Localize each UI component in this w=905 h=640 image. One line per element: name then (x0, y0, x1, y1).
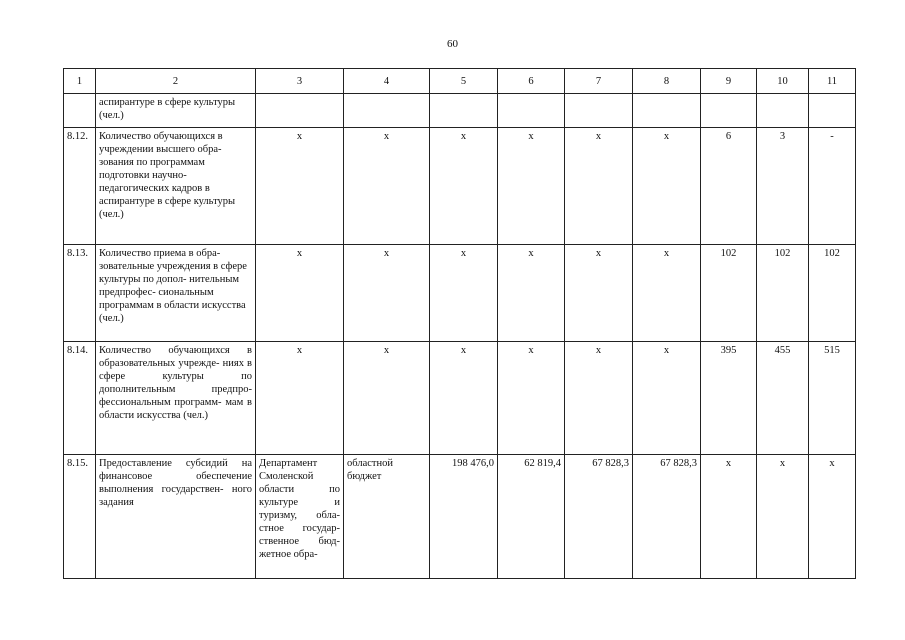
cell: 455 (757, 342, 809, 455)
table-row (64, 245, 856, 342)
cell: х (701, 455, 757, 579)
row-name: Количество обучающихся в учреждении высшего обра- зования по программам подготовки научно- педагогических кадров в аспирантуре в сфере культуры (чел.) (96, 128, 256, 245)
cell: х (809, 455, 856, 579)
cell (498, 94, 565, 128)
table-row (64, 94, 856, 128)
cell: 6 (701, 128, 757, 245)
responsible-cell: Департамент Смоленской области по культуре и туризму, обла- стное государ- ственное бюд- жетное обра- (256, 455, 344, 579)
header-cell: 9 (701, 69, 757, 94)
header-cell: 5 (430, 69, 498, 94)
cell: 67 828,3 (565, 455, 633, 579)
cell: 67 828,3 (633, 455, 701, 579)
cell: х (344, 245, 430, 342)
cell: - (809, 128, 856, 245)
cell: 102 (757, 245, 809, 342)
cell: х (565, 128, 633, 245)
cell (633, 94, 701, 128)
cell (701, 94, 757, 128)
header-cell: 11 (809, 69, 856, 94)
row-number (64, 94, 96, 128)
cell: х (633, 342, 701, 455)
cell: х (430, 245, 498, 342)
cell: х (498, 128, 565, 245)
page-number: 60 (447, 38, 458, 50)
cell: 198 476,0 (430, 455, 498, 579)
cell: х (633, 128, 701, 245)
row-number: 8.13. (64, 245, 96, 342)
row-name: Количество обучающихся в образовательных учрежде- ниях в сфере культуры по дополнительным предпро- фессиональным программ- мам в области искусства (чел.) (96, 342, 256, 455)
table-row (64, 342, 856, 455)
cell: х (498, 342, 565, 455)
table-row (64, 455, 856, 579)
header-cell: 8 (633, 69, 701, 94)
cell: х (256, 245, 344, 342)
header-row (64, 69, 856, 94)
cell (430, 94, 498, 128)
cell (344, 94, 430, 128)
row-name: Предоставление субсидий на финансовое обеспечение выполнения государствен- ного задания (96, 455, 256, 579)
row-number: 8.12. (64, 128, 96, 245)
cell: х (256, 342, 344, 455)
cell: х (344, 342, 430, 455)
header-cell: 10 (757, 69, 809, 94)
header-cell: 4 (344, 69, 430, 94)
cell: х (430, 128, 498, 245)
funding-source-cell: областной бюджет (344, 455, 430, 579)
header-cell: 1 (64, 69, 96, 94)
row-number: 8.15. (64, 455, 96, 579)
cell: 395 (701, 342, 757, 455)
cell: 3 (757, 128, 809, 245)
header-cell: 3 (256, 69, 344, 94)
row-name: Количество приема в обра- зовательные учреждения в сфере культуры по допол- нительным предпрофес- сиональным программам в области искусства (чел.) (96, 245, 256, 342)
data-table (63, 68, 856, 579)
row-number: 8.14. (64, 342, 96, 455)
cell (809, 94, 856, 128)
header-cell: 7 (565, 69, 633, 94)
cell: х (344, 128, 430, 245)
cell: х (498, 245, 565, 342)
cell: 515 (809, 342, 856, 455)
cell: х (430, 342, 498, 455)
cell: х (757, 455, 809, 579)
cell (565, 94, 633, 128)
cell: х (256, 128, 344, 245)
cell: 62 819,4 (498, 455, 565, 579)
cell: х (565, 245, 633, 342)
header-cell: 6 (498, 69, 565, 94)
row-name: аспирантуре в сфере культуры (чел.) (96, 94, 256, 128)
header-cell: 2 (96, 69, 256, 94)
cell: 102 (701, 245, 757, 342)
cell: 102 (809, 245, 856, 342)
cell: х (565, 342, 633, 455)
cell (757, 94, 809, 128)
table-row (64, 128, 856, 245)
cell: х (633, 245, 701, 342)
cell (256, 94, 344, 128)
